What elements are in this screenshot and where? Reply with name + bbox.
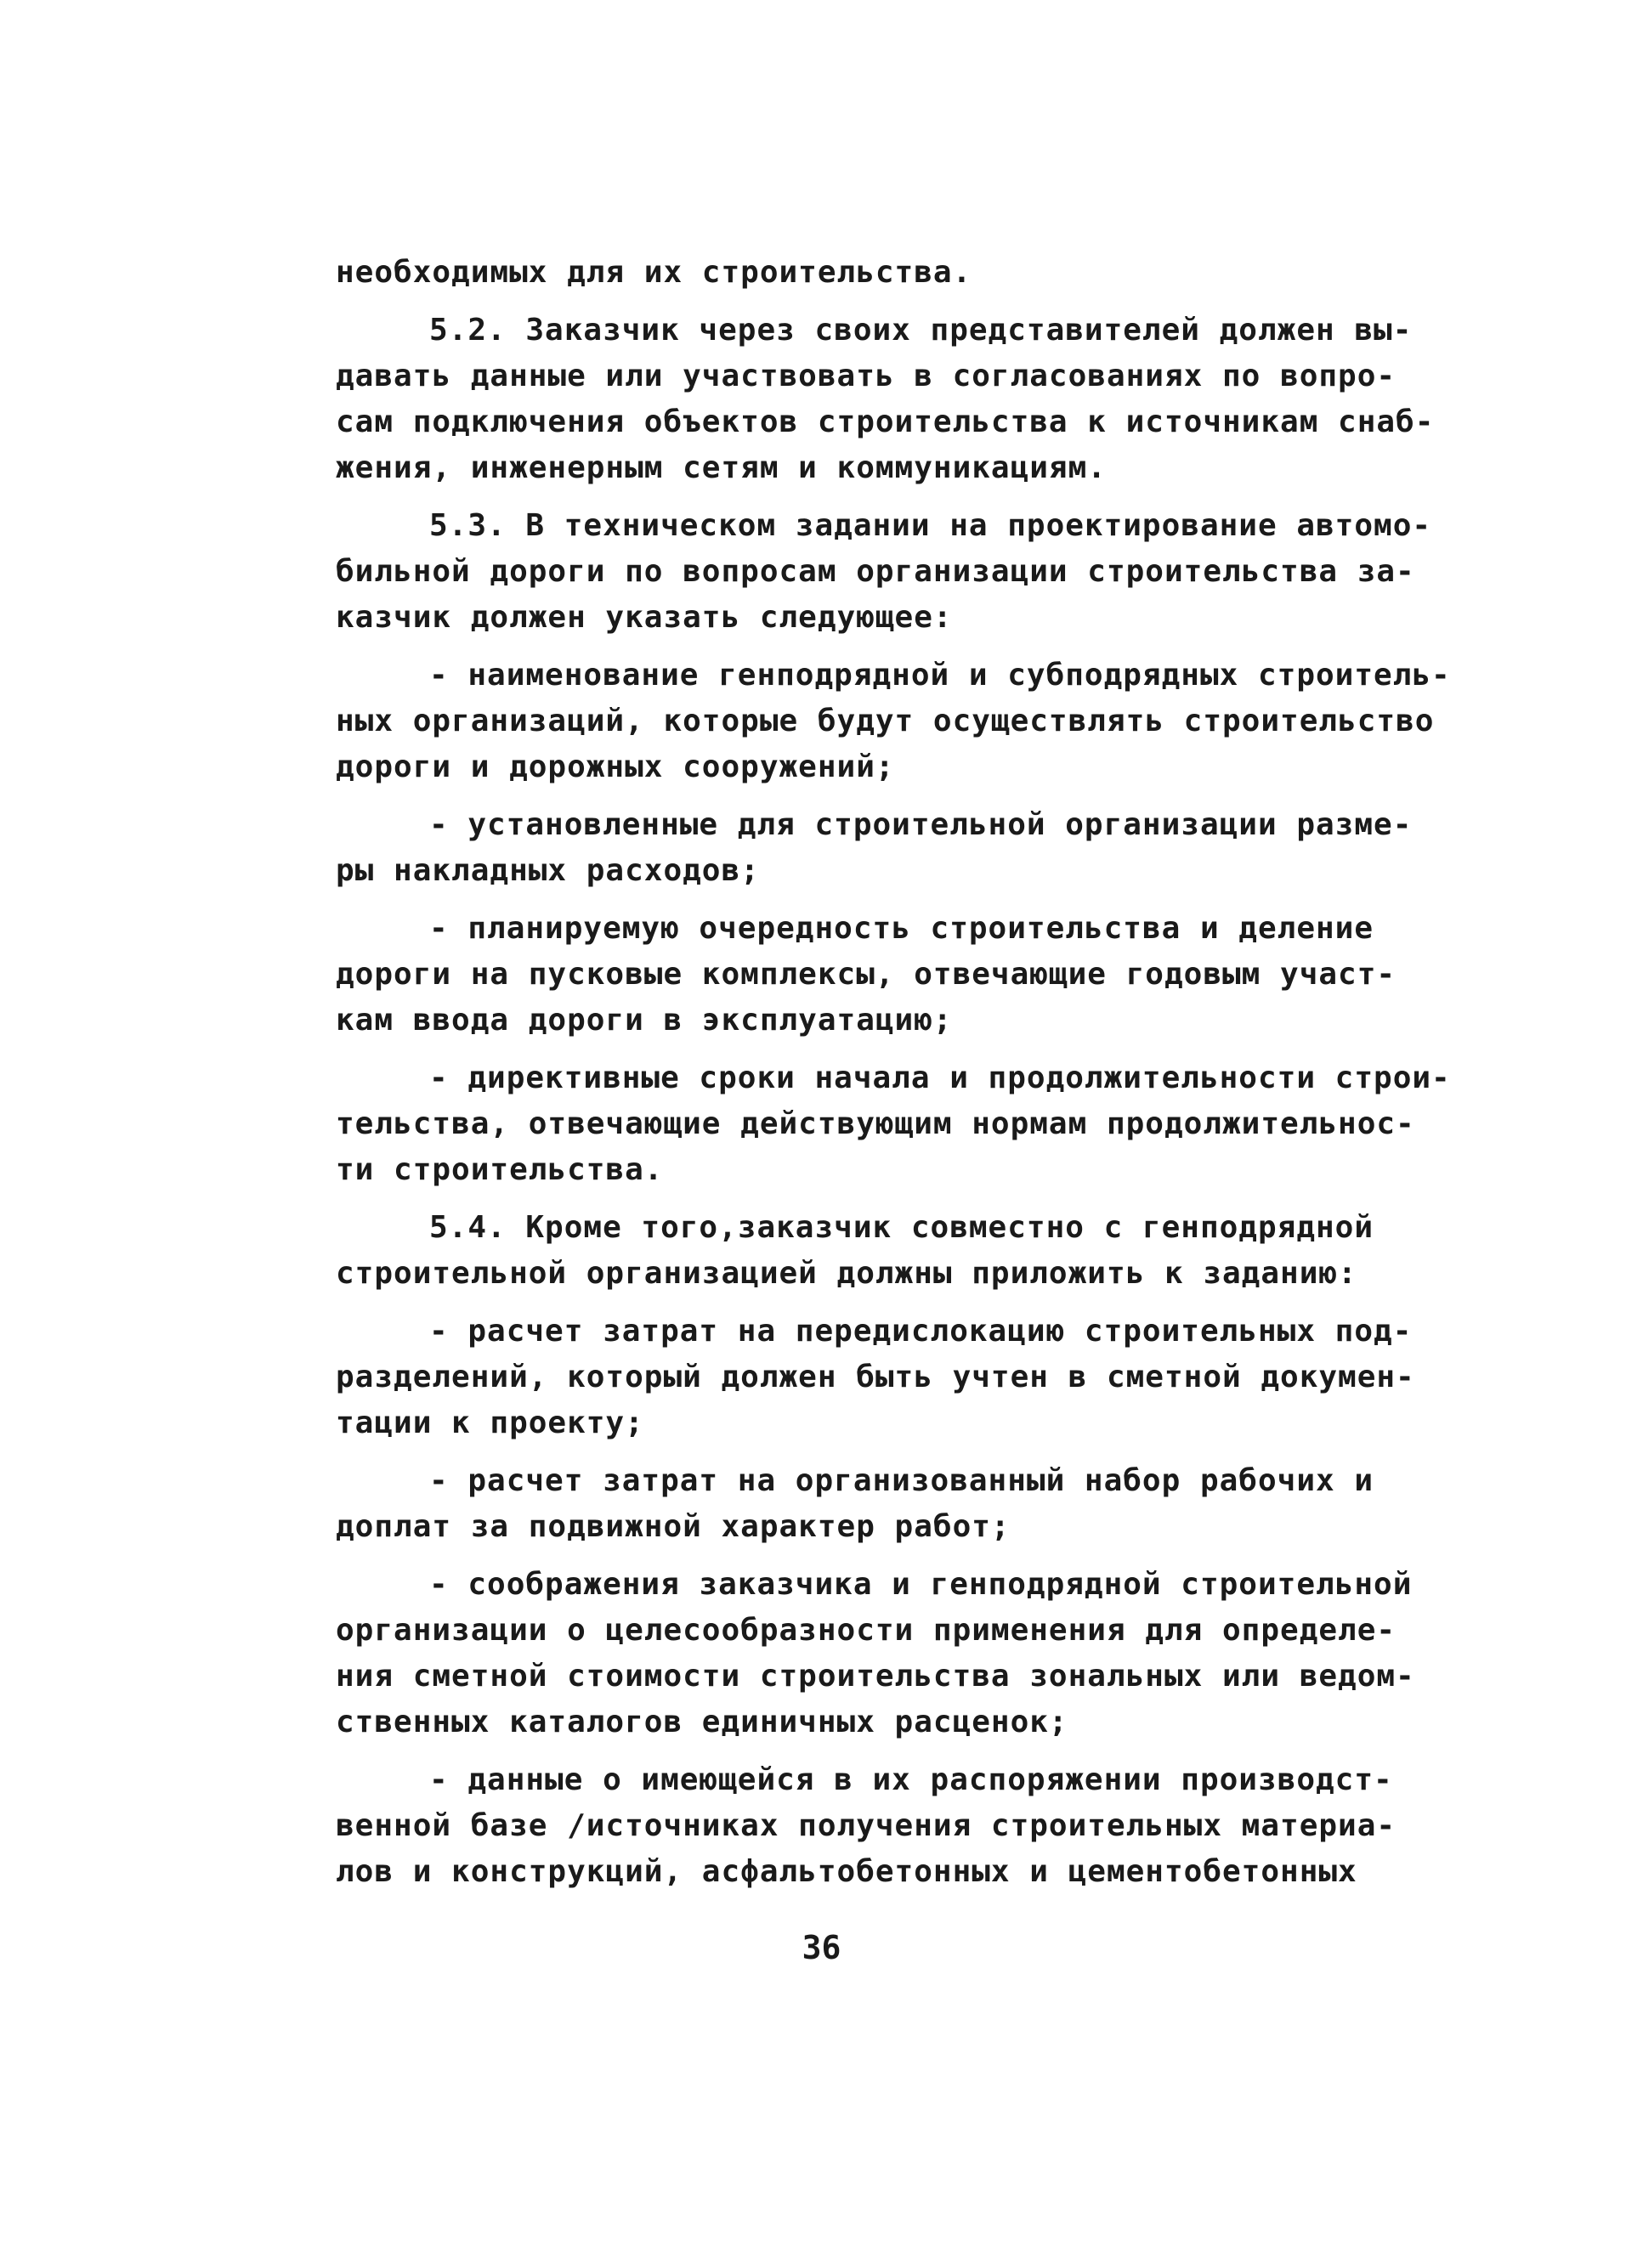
text-line: давать данные или участвовать в согласованиях по вопро- bbox=[336, 359, 1397, 393]
text-line: ственных каталогов единичных расценок; bbox=[336, 1705, 1068, 1739]
text-line: казчик должен указать следующее: bbox=[336, 600, 953, 635]
text-line: венной базе /источниках получения строительных материа- bbox=[336, 1808, 1397, 1843]
text-line: 5.4. Кроме того,заказчик совместно с генподрядной bbox=[429, 1210, 1374, 1245]
text-line: 5.2. Заказчик через своих представителей должен вы- bbox=[429, 313, 1413, 348]
list-item-contractors bbox=[336, 653, 1451, 790]
text-line: ти строительства. bbox=[336, 1152, 664, 1187]
text-line: строительной организацией должны приложить к заданию: bbox=[336, 1256, 1357, 1291]
list-item-recruitment bbox=[336, 1458, 1390, 1550]
list-item-overhead bbox=[336, 802, 1413, 894]
text-line: - планируемую очередность строительства и деление bbox=[429, 911, 1374, 946]
list-item-staging bbox=[336, 906, 1397, 1044]
text-line: ния сметной стоимости строительства зональных или ведом- bbox=[336, 1659, 1415, 1694]
text-line: жения, инженерным сетям и коммуникациям. bbox=[336, 450, 1107, 485]
list-item-deadlines bbox=[336, 1055, 1451, 1193]
list-item-production-base bbox=[336, 1757, 1397, 1895]
text-line: - расчет затрат на передислокацию строительных под- bbox=[429, 1314, 1413, 1349]
text-line: необходимых для их строительства. bbox=[336, 255, 972, 290]
text-line: - установленные для строительной организации разме- bbox=[429, 807, 1413, 842]
text-line: ных организаций, которые будут осуществлять строительство bbox=[336, 704, 1435, 738]
text-line: - наименование генподрядной и субподрядных строитель- bbox=[429, 658, 1451, 693]
paragraph-continuation bbox=[336, 250, 1390, 296]
text-line: - данные о имеющейся в их распоряжении производст- bbox=[429, 1762, 1393, 1797]
paragraph-5-4 bbox=[336, 1205, 1390, 1297]
text-line: кам ввода дороги в эксплуатацию; bbox=[336, 1003, 953, 1038]
text-line: - расчет затрат на организованный набор рабочих и bbox=[429, 1463, 1374, 1498]
text-line: лов и конструкций, асфальтобетонных и цементобетонных bbox=[336, 1854, 1357, 1889]
text-line: бильной дороги по вопросам организации строительства за- bbox=[336, 554, 1415, 589]
list-item-catalogs bbox=[336, 1562, 1415, 1745]
text-line: - соображения заказчика и генподрядной строительной bbox=[429, 1567, 1413, 1602]
text-line: доплат за подвижной характер работ; bbox=[336, 1509, 1011, 1544]
text-line: тельства, отвечающие действующим нормам продолжительнос- bbox=[336, 1106, 1415, 1141]
text-line: ры накладных расходов; bbox=[336, 853, 760, 888]
paragraph-5-3 bbox=[336, 503, 1432, 641]
text-line: - директивные сроки начала и продолжительности строи- bbox=[429, 1060, 1451, 1095]
text-line: разделений, который должен быть учтен в сметной докумен- bbox=[336, 1360, 1415, 1394]
text-line: организации о целесообразности применения для определе- bbox=[336, 1613, 1397, 1648]
text-line: тации к проекту; bbox=[336, 1405, 644, 1440]
body-text bbox=[336, 238, 1451, 1895]
list-item-relocation bbox=[336, 1309, 1415, 1446]
paragraph-5-2 bbox=[336, 308, 1435, 491]
text-line: дороги и дорожных сооружений; bbox=[336, 749, 895, 784]
page-number: 36 bbox=[802, 1929, 841, 1966]
text-line: сам подключения объектов строительства к источникам снаб- bbox=[336, 404, 1435, 439]
text-line: дороги на пусковые комплексы, отвечающие годовым участ- bbox=[336, 957, 1397, 992]
text-line: 5.3. В техническом задании на проектирование автомо- bbox=[429, 508, 1432, 543]
